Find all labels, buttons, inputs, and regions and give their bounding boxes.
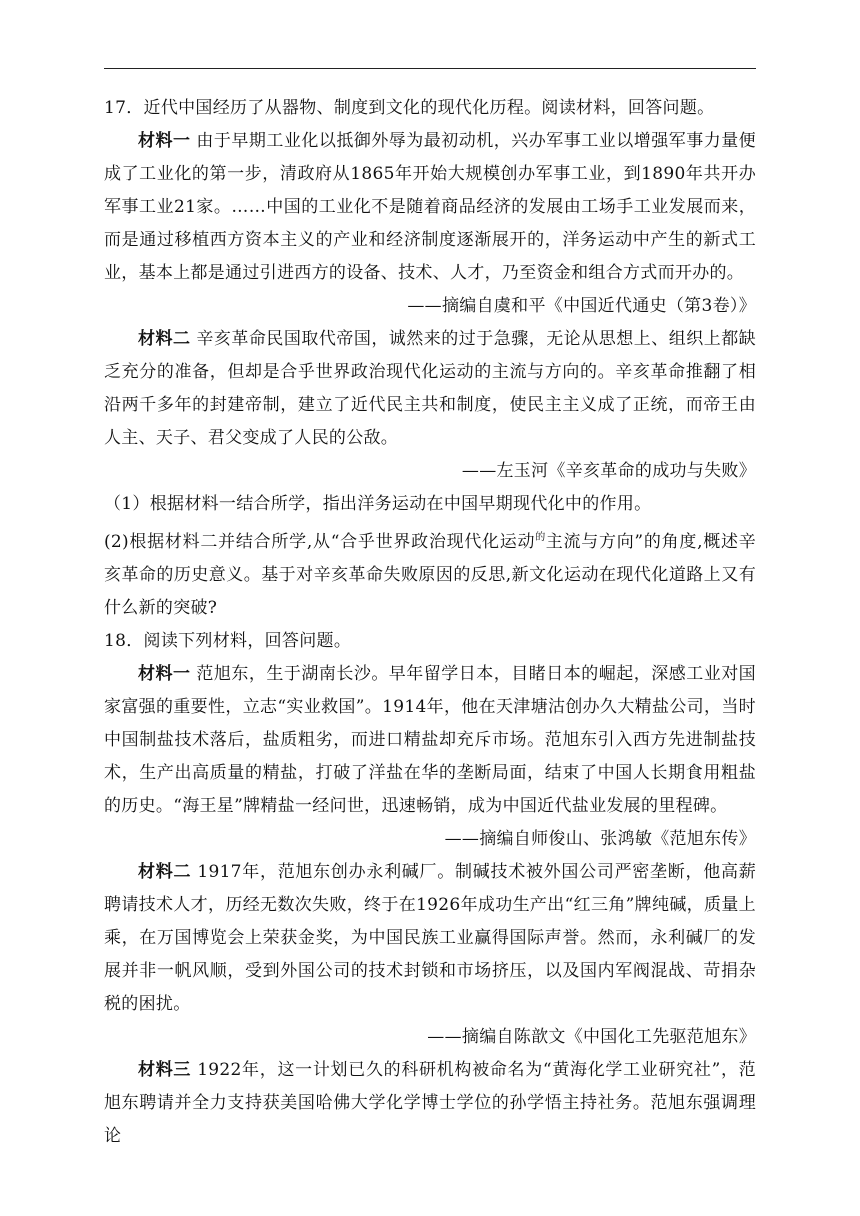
material-label: 材料一 (138, 664, 191, 684)
q17-stem: 17．近代中国经历了从器物、制度到文化的现代化历程。阅读材料，回答问题。 (104, 98, 715, 118)
subquestion-text-a: (2)根据材料二并结合所学,从“合乎世界政治现代化运动 (104, 532, 536, 552)
q18-material-3 (104, 1054, 756, 1153)
q17-subquestion-1: （1）根据材料一结合所学，指出洋务运动在中国早期现代化中的作用。 (104, 494, 652, 514)
material-text: 1922年，这一计划已久的科研机构被命名为“黄海化学工业研究社”，范旭东聘请并全力支持获美国哈佛大学化学博士学位的孙学悟主持社务。范旭东强调理论 (104, 1060, 756, 1146)
exam-content (104, 92, 756, 1153)
material-text: 范旭东，生于湖南长沙。早年留学日本，目睹日本的崛起，深感工业对国家富强的重要性，立志“实业救国”。1914年，他在天津塘沽创办久大精盐公司，当时中国制盐技术落后，盐质粗劣，而进口精盐却充斥市场。范旭东引入西方先进制盐技术，生产出高质量的精盐，打破了洋盐在华的垄断局面，结束了中国人长期食用粗盐的历史。“海王星”牌精盐一经问世，迅速畅销，成为中国近代盐业发展的里程碑。 (104, 664, 756, 816)
q17-material-1 (104, 125, 756, 290)
q18-material-2-source: ——摘编自陈歆文《中国化工先驱范旭东》 (427, 1027, 756, 1047)
q17-material-2 (104, 323, 756, 455)
material-label: 材料二 (138, 862, 192, 882)
material-text: 由于早期工业化以抵御外辱为最初动机，兴办军事工业以增强军事力量便成了工业化的第一步，清政府从1865年开始大规模创办军事工业，到1890年共开办军事工业21家。……中国的工业化不是随着商品经济的发展由工场手工业发展而来，而是通过移植西方资本主义的产业和经济制度逐渐展开的，洋务运动中产生的新式工业，基本上都是通过引进西方的设备、技术、人才，乃至资金和组合方式而开办的。 (104, 131, 756, 283)
material-label: 材料二 (138, 329, 191, 349)
q17-material-1-source: ——摘编自虞和平《中国近代通史（第3卷）》 (407, 296, 756, 316)
material-text: 辛亥革命民国取代帝国，诚然来的过于急骤，无论从思想上、组织上都缺乏充分的准备，但却是合乎世界政治现代化运动的主流与方向的。辛亥革命推翻了相沿两千多年的封建帝制，建立了近代民主共和制度，使民主主义成了正统，而帝王由人主、天子、君父变成了人民的公敌。 (104, 329, 756, 448)
material-label: 材料一 (138, 131, 191, 151)
q17-material-2-source: ——左玉河《辛亥革命的成功与失败》 (461, 461, 756, 481)
q18-material-2 (104, 856, 756, 1021)
header-rule (104, 68, 756, 69)
material-label: 材料三 (138, 1060, 192, 1080)
q17-subquestion-2 (104, 521, 756, 625)
subquestion-text-b: 主流与方向”的角度,概述辛亥革命的历史意义。基于对辛亥革命失败原因的反思,新文化运动在现代化道路上又有什么新的突破? (104, 532, 757, 618)
material-text: 1917年，范旭东创办永利碱厂。制碱技术被外国公司严密垄断，他高薪聘请技术人才，历经无数次失败，终于在1926年成功生产出“红三角”牌纯碱，质量上乘，在万国博览会上荣获金奖，为中国民族工业赢得国际声誉。然而，永利碱厂的发展并非一帆风顺，受到外国公司的技术封锁和市场挤压，以及国内军阀混战、苛捐杂税的困扰。 (104, 862, 756, 1014)
q18-material-1 (104, 658, 756, 823)
q18-material-1-source: ——摘编自师俊山、张鸿敏《范旭东传》 (444, 829, 756, 849)
q18-stem: 18．阅读下列材料，回答问题。 (104, 631, 352, 651)
superscript-mark: 的 (535, 532, 546, 543)
